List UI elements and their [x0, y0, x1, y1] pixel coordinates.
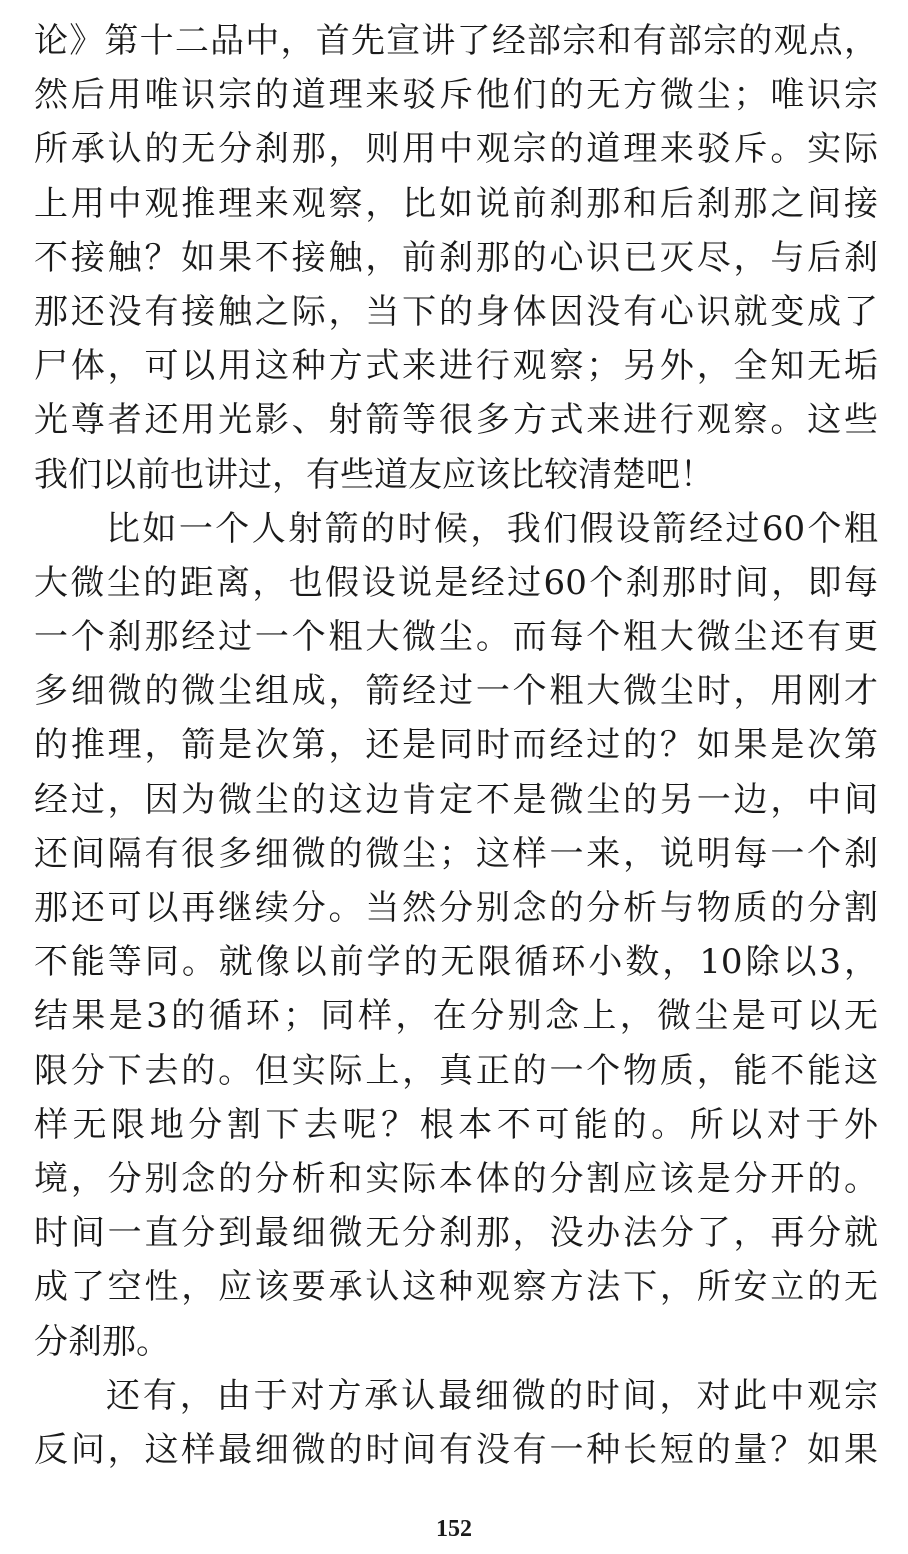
text-line: 那还没有接触之际，当下的身体因没有心识就变成了	[34, 291, 878, 332]
text-line: 我们以前也讲过，有些道友应该比较清楚吧！	[34, 454, 714, 495]
text-line: 那还可以再继续分。当然分别念的分析与物质的分割	[34, 888, 878, 928]
paragraph-first-line: 还有，由于对方承认最细微的时间，对此中观宗	[106, 1375, 878, 1416]
text-line: 分刹那。	[34, 1321, 170, 1362]
paragraph-first-line: 比如一个人射箭的时候，我们假设箭经过60个粗	[106, 508, 878, 549]
text-line: 还间隔有很多细微的微尘；这样一来，说明每一个刹	[34, 833, 878, 874]
text-line: 境，分别念的分析和实际本体的分割应该是分开的。	[34, 1158, 878, 1199]
text-line: 所承认的无分刹那，则用中观宗的道理来驳斥。实际	[34, 129, 878, 170]
text-line: 多细微的微尘组成，箭经过一个粗大微尘时，用刚才	[34, 671, 878, 712]
text-line: 然后用唯识宗的道理来驳斥他们的无方微尘；唯识宗	[34, 75, 878, 116]
text-line: 样无限地分割下去呢？根本不可能的。所以对于外	[34, 1104, 878, 1145]
text-line: 论》第十二品中，首先宣讲了经部宗和有部宗的观点，	[34, 21, 878, 61]
text-line: 不能等同。就像以前学的无限循环小数，10除以3，	[34, 942, 878, 983]
text-line: 成了空性，应该要承认这种观察方法下，所安立的无	[34, 1267, 878, 1308]
page-number: 152	[436, 1516, 472, 1542]
text-line: 的推理，箭是次第，还是同时而经过的？如果是次第	[34, 725, 878, 766]
text-line: 经过，因为微尘的这边肯定不是微尘的另一边，中间	[34, 779, 878, 820]
text-line: 上用中观推理来观察，比如说前刹那和后刹那之间接	[34, 183, 878, 224]
text-line: 一个刹那经过一个粗大微尘。而每个粗大微尘还有更	[34, 617, 878, 658]
text-line: 反问，这样最细微的时间有没有一种长短的量？如果	[34, 1429, 878, 1470]
text-line: 大微尘的距离，也假设说是经过60个刹那时间，即每	[34, 562, 878, 603]
text-line: 光尊者还用光影、射箭等很多方式来进行观察。这些	[34, 400, 878, 441]
text-line: 限分下去的。但实际上，真正的一个物质，能不能这	[34, 1050, 878, 1091]
text-line: 尸体，可以用这种方式来进行观察；另外，全知无垢	[34, 346, 878, 387]
page-body	[34, 14, 878, 1477]
text-line: 时间一直分到最细微无分刹那，没办法分了，再分就	[34, 1213, 878, 1254]
text-line: 结果是3的循环；同样，在分别念上，微尘是可以无	[34, 996, 878, 1037]
text-line: 不接触？如果不接触，前刹那的心识已灭尽，与后刹	[34, 237, 878, 278]
